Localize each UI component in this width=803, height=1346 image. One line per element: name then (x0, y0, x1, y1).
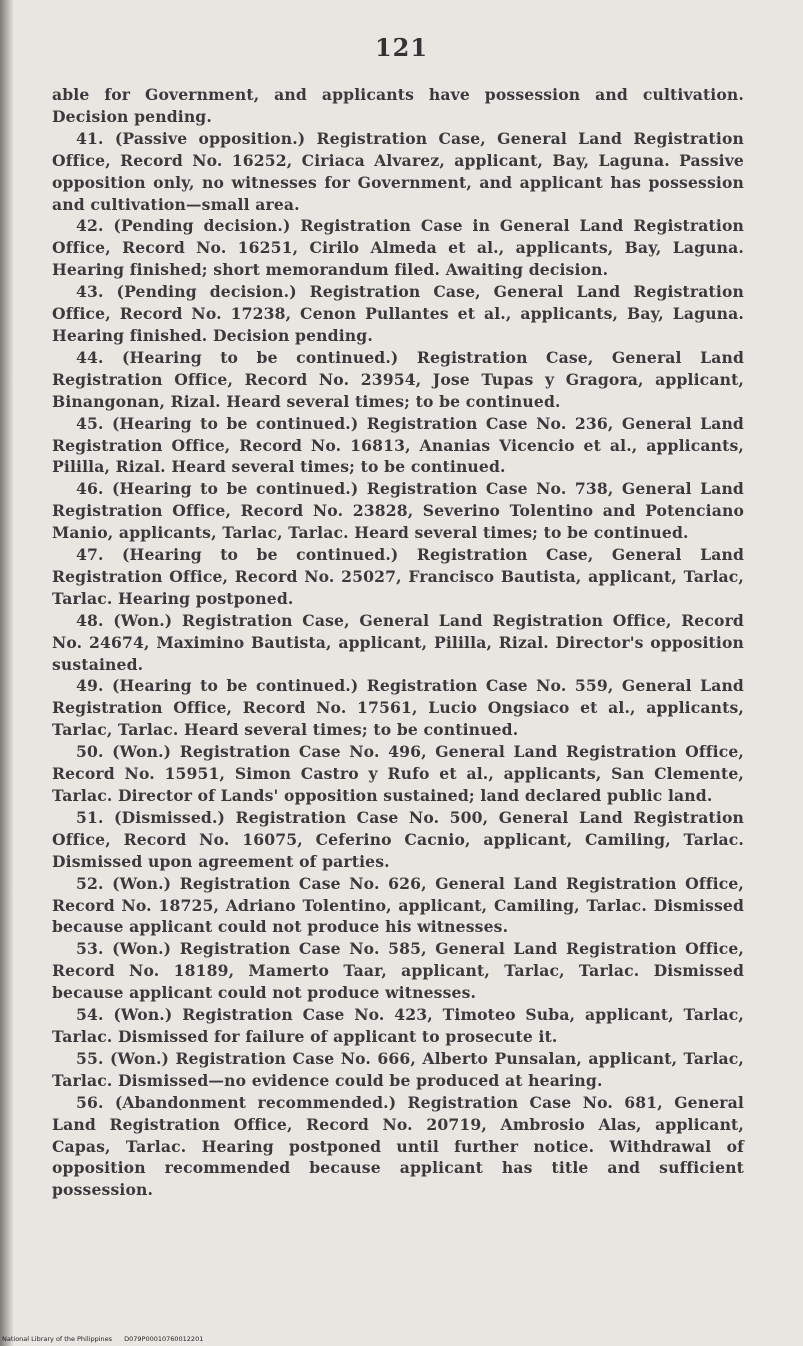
entry-53: 53. (Won.) Registration Case No. 585, General Land Registration Office, Record No. 18189, Mamerto Taar, applicant, Tarlac, Tarlac. Dismissed because applicant could not produce witnesses. (52, 939, 744, 1003)
entry-49: 49. (Hearing to be continued.) Registration Case No. 559, General Land Registration Office, Record No. 17561, Lucio Ongsiaco et al., applicants, Tarlac, Tarlac. Heard several times; to be continued. (52, 676, 744, 740)
entry-43: 43. (Pending decision.) Registration Case, General Land Registration Office, Record No. 17238, Cenon Pullantes et al., applicants, Bay, Laguna. Hearing finished. Decision pending. (52, 282, 744, 345)
entry-55: 55. (Won.) Registration Case No. 666, Alberto Punsalan, applicant, Tarlac, Tarlac. Dismissed—no evidence could be produced at hearing. (52, 1048, 744, 1090)
entry-51: 51. (Dismissed.) Registration Case No. 500, General Land Registration Office, Record No. 16075, Ceferino Cacnio, applicant, Camiling, Tarlac. Dismissed upon agreement of parties. (52, 807, 744, 871)
scan-code: D079P00010760012201 (124, 1335, 204, 1343)
entry-42: 42. (Pending decision.) Registration Case in General Land Registration Office, Record No. 16251, Cirilo Almeda et al., applicants, Bay, Laguna. Hearing finished; short memorandum filed. Awaiting decision. (52, 216, 744, 280)
entry-52: 52. (Won.) Registration Case No. 626, General Land Registration Office, Record No. 18725, Adriano Tolentino, applicant, Camiling, Tarlac. Dismissed because applicant could not produce his witnesses. (52, 873, 744, 937)
document-body (52, 84, 744, 1201)
entry-45: 45. (Hearing to be continued.) Registration Case No. 236, General Land Registration Office, Record No. 16813, Ananias Vicencio et al., applicants, Pililla, Rizal. Heard several times; to be continued. (52, 413, 744, 477)
entry-48: 48. (Won.) Registration Case, General Land Registration Office, Record No. 24674, Maximino Bautista, applicant, Pililla, Rizal. Director's opposition sustained. (52, 610, 744, 674)
entry-46: 46. (Hearing to be continued.) Registration Case No. 738, General Land Registration Office, Record No. 23828, Severino Tolentino and Potenciano Manio, applicants, Tarlac, Tarlac. Heard several times; to be continued. (52, 479, 744, 543)
library-name: National Library of the Philippines (2, 1335, 113, 1343)
entry-44: 44. (Hearing to be continued.) Registration Case, General Land Registration Office, Record No. 23954, Jose Tupas y Gragora, applicant, Binangonan, Rizal. Heard several times; to be continued. (52, 347, 744, 411)
entry-47: 47. (Hearing to be continued.) Registration Case, General Land Registration Office, Record No. 25027, Francisco Bautista, applicant, Tarlac, Tarlac. Hearing postponed. (52, 545, 744, 608)
entry-41: 41. (Passive opposition.) Registration Case, General Land Registration Office, Record No. 16252, Ciriaca Alvarez, applicant, Bay, Laguna. Passive opposition only, no witnesses for Government, and applicant has possession and cultivation—small area. (52, 128, 744, 214)
paragraph-continuation: able for Government, and applicants have possession and cultivation. Decision pending. (52, 85, 744, 126)
page-binding-shadow (0, 0, 14, 1346)
page-number: 121 (374, 33, 429, 62)
scan-footer (2, 1335, 213, 1343)
entry-50: 50. (Won.) Registration Case No. 496, General Land Registration Office, Record No. 15951, Simon Castro y Rufo et al., applicants, San Clemente, Tarlac. Director of Lands' opposition sustained; land declared public land. (52, 742, 744, 805)
entry-54: 54. (Won.) Registration Case No. 423, Timoteo Suba, applicant, Tarlac, Tarlac. Dismissed for failure of applicant to prosecute it. (52, 1005, 744, 1046)
entry-56: 56. (Abandonment recommended.) Registration Case No. 681, General Land Registration Office, Record No. 20719, Ambrosio Alas, applicant, Capas, Tarlac. Hearing postponed until further notice. Withdrawal of opposition recommended because applicant has title and sufficient possession. (52, 1092, 744, 1200)
